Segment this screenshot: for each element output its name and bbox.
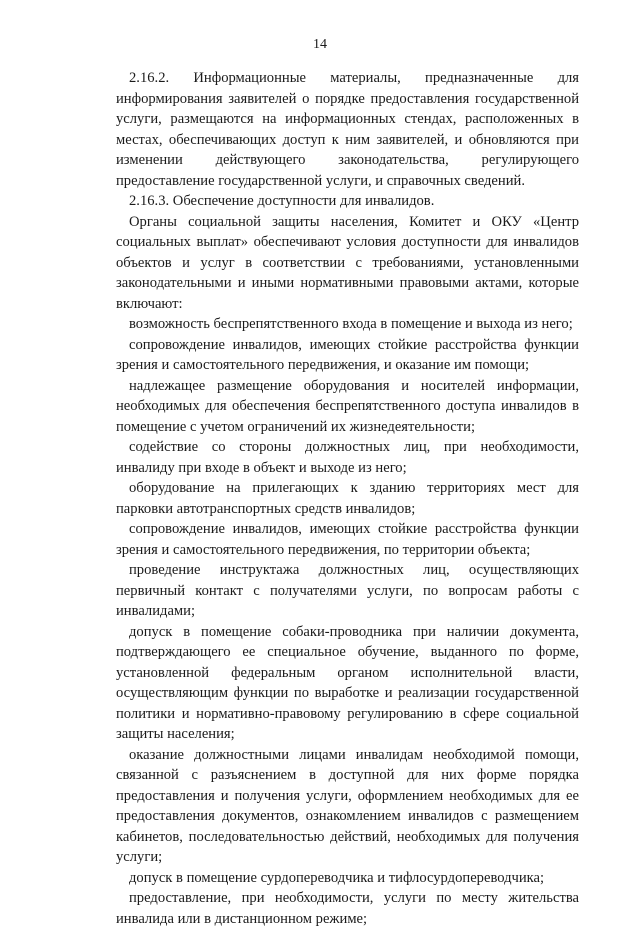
paragraph-2-16-3-heading: 2.16.3. Обеспечение доступности для инвалидов. [129,193,435,209]
list-item-official-assistance: содействие со стороны должностных лиц, при необходимости, инвалиду при входе в объект и выходе из него; [116,439,579,476]
page-number: 14 [313,37,327,52]
list-item-guide-dog: допуск в помещение собаки-проводника при наличии документа, подтверждающего ее специальное обучение, выданного по форме, установленной федеральным органом исполнительной власти, осуществляющим функции по выработке и реализации государственной политики и нормативно-правовому регулированию в сфере социальной защиты населения; [116,623,579,742]
paragraph-2-16-2: 2.16.2. Информационные материалы, предназначенные для информирования заявителей о порядке предоставления государственной услуги, размещаются на информационных стендах, расположенных в местах, обеспечивающих доступ к ним заявителей, и обновляются при изменении действующего законодательства, регулирующего предоставление государственной услуги, и справочных сведений. [116,70,579,189]
list-item-parking: оборудование на прилегающих к зданию территориях мест для парковки автотранспортных средств инвалидов; [116,480,579,517]
list-item-escort-help: сопровождение инвалидов, имеющих стойкие расстройства функции зрения и самостоятельного передвижения, и оказание им помощи; [116,336,579,373]
list-item-staff-instruction: проведение инструктажа должностных лиц, осуществляющих первичный контакт с получателями услуги, по вопросам работы с инвалидами; [116,562,579,619]
list-item-sign-interpreter: допуск в помещение сурдопереводчика и тифлосурдопереводчика; [129,869,545,886]
list-item-remote-service: предоставление, при необходимости, услуги по месту жительства инвалида или в дистанционном режиме; [116,890,579,927]
list-item-equipment-placement: надлежащее размещение оборудования и носителей информации, необходимых для обеспечения беспрепятственного доступа инвалидов в помещение с учетом ограничений их жизнедеятельности; [116,377,579,435]
paragraph-accessibility-intro: Органы социальной защиты населения, Комитет и ОКУ «Центр социальных выплат» обеспечивают условия доступности для инвалидов объектов и услуг в соответствии с требованиями, установленными законодательными и иными нормативными правовыми актами, которые включают: [116,213,579,312]
list-item-escort-territory: сопровождение инвалидов, имеющих стойкие расстройства функции зрения и самостоятельного передвижения, по территории объекта; [116,521,579,558]
list-item-explanation-help: оказание должностными лицами инвалидам необходимой помощи, связанной с разъяснением в доступной для них форме порядка предоставления и получения услуги, оформлением необходимых для ее предоставления документов, ознакомлением инвалидов с размещением кабинетов, последовательностью действий, необходимых для получения услуги; [116,746,579,865]
list-item-entrance: возможность беспрепятственного входа в помещение и выхода из него; [129,316,573,332]
document-body [116,68,579,929]
